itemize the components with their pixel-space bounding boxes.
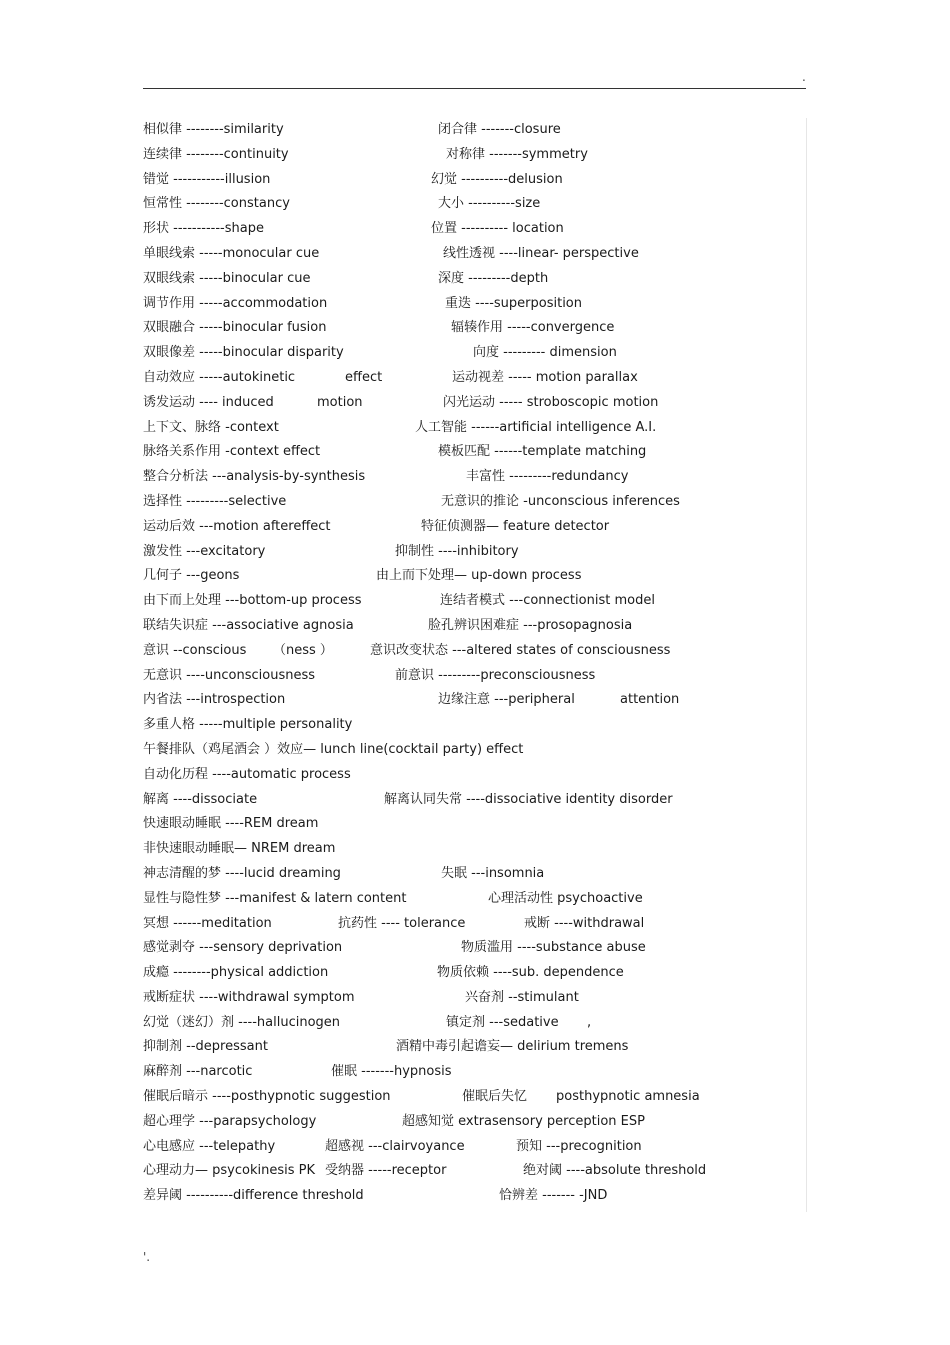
- glossary-row: [143, 812, 806, 837]
- header-rule: [143, 88, 806, 89]
- glossary-term: 单眼线索 -----monocular cue: [143, 245, 320, 261]
- glossary-row: [143, 986, 806, 1011]
- glossary-term: 上下文、脉络 -context: [143, 419, 279, 435]
- glossary-term: 感觉剥夺 ---sensory deprivation: [143, 940, 343, 956]
- glossary-row: [143, 1035, 806, 1060]
- glossary-row: [143, 416, 806, 441]
- glossary-term: 边缘注意 ---peripheral: [438, 692, 575, 708]
- glossary-term: 运动后效 ---motion aftereffect: [143, 518, 331, 534]
- glossary-row: [143, 664, 806, 689]
- glossary-term: 位置 ---------- location: [431, 221, 564, 237]
- right-margin-rule: [806, 118, 807, 1212]
- glossary-term: 快速眼动睡眠 ----REM dream: [143, 816, 319, 832]
- glossary-term: 抑制剂 --depressant: [143, 1039, 268, 1055]
- glossary-row: [143, 1184, 806, 1209]
- glossary-term: 诱发运动 ---- induced: [143, 394, 274, 410]
- glossary-row: [143, 564, 806, 589]
- glossary-term: 调节作用 -----accommodation: [143, 295, 328, 311]
- glossary-term: 向度 --------- dimension: [473, 345, 617, 361]
- glossary-term: 显性与隐性梦 ---manifest & latern content: [143, 890, 407, 906]
- glossary-term: 超感知觉 extrasensory perception ESP: [402, 1113, 645, 1129]
- glossary-row: [143, 391, 806, 416]
- glossary-term: 脉络关系作用 -context effect: [143, 444, 321, 460]
- glossary-row: [143, 1060, 806, 1085]
- glossary-term: 神志清醒的梦 ----lucid dreaming: [143, 865, 341, 881]
- glossary-row: [143, 1011, 806, 1036]
- glossary-term: 无意识 ----unconsciousness: [143, 667, 315, 683]
- glossary-row: [143, 217, 806, 242]
- glossary-term: 大小 ----------size: [438, 196, 541, 212]
- glossary-row: [143, 366, 806, 391]
- glossary-term: 催眠后失忆: [462, 1089, 528, 1105]
- glossary-term: 镇定剂 ---sedative: [446, 1014, 559, 1030]
- glossary-term: ,: [587, 1014, 592, 1030]
- glossary-term: 意识改变状态 ---altered states of consciousness: [370, 642, 671, 658]
- glossary-term: 戒断 ----withdrawal: [524, 915, 645, 931]
- glossary-term: （ness ）: [273, 642, 333, 658]
- glossary-term: 辐辏作用 -----convergence: [451, 320, 615, 336]
- glossary-row: [143, 316, 806, 341]
- glossary-row: [143, 267, 806, 292]
- glossary-term: 由下而上处理 ---bottom-up process: [143, 593, 362, 609]
- glossary-term: 物质滥用 ----substance abuse: [461, 940, 646, 956]
- glossary-term: 选择性 ---------selective: [143, 493, 287, 509]
- glossary-term: 幻觉 ----------delusion: [431, 171, 563, 187]
- glossary-term: 连续律 --------continuity: [143, 146, 289, 162]
- glossary-term: 差异阈 ----------difference threshold: [143, 1188, 364, 1204]
- glossary-term: 自动效应 -----autokinetic: [143, 369, 296, 385]
- glossary-term: 相似律 --------similarity: [143, 122, 284, 137]
- glossary-term: 运动视差 ----- motion parallax: [452, 369, 638, 385]
- glossary-term: 恰辨差 ------- -JND: [499, 1188, 608, 1204]
- glossary-term: 预知 ---precognition: [516, 1138, 642, 1154]
- glossary-row: [143, 713, 806, 738]
- glossary-row: [143, 1135, 806, 1160]
- glossary-row: [143, 862, 806, 887]
- glossary-term: effect: [345, 369, 383, 385]
- glossary-row: [143, 192, 806, 217]
- glossary-term: 抗药性 ---- tolerance: [338, 915, 466, 931]
- glossary-row: [143, 589, 806, 614]
- glossary-term: 几何子 ---geons: [143, 568, 240, 584]
- glossary-row: [143, 837, 806, 862]
- glossary-term: 联结失识症 ---associative agnosia: [143, 617, 354, 633]
- glossary-row: [143, 688, 806, 713]
- glossary-term: posthypnotic amnesia: [556, 1089, 700, 1105]
- glossary-term: 冥想 ------meditation: [143, 915, 272, 931]
- glossary-term: 形状 -----------shape: [143, 221, 264, 237]
- glossary-row: [143, 788, 806, 813]
- glossary-term: 对称律 -------symmetry: [446, 146, 588, 162]
- glossary-row: [143, 515, 806, 540]
- glossary-term: 模板匹配 ------template matching: [438, 444, 647, 460]
- glossary-term: 无意识的推论 -unconscious inferences: [441, 493, 680, 509]
- glossary-term: 抑制性 ----inhibitory: [395, 543, 519, 559]
- glossary-row: [143, 242, 806, 267]
- glossary-term: 绝对阈 ----absolute threshold: [523, 1163, 707, 1179]
- glossary-row: [143, 341, 806, 366]
- glossary-row: [143, 639, 806, 664]
- glossary-term: 整合分析法 ---analysis-by-synthesis: [143, 469, 366, 485]
- glossary-term: 双眼融合 -----binocular fusion: [143, 320, 327, 336]
- glossary-term: 错觉 -----------illusion: [143, 171, 271, 187]
- glossary-term: 物质依赖 ----sub. dependence: [437, 965, 624, 981]
- glossary-row: [143, 1085, 806, 1110]
- glossary-row: [143, 465, 806, 490]
- glossary-term: 丰富性 ---------redundancy: [466, 469, 629, 485]
- glossary-term: 深度 ---------depth: [438, 270, 549, 286]
- glossary-row: [143, 738, 806, 763]
- glossary-term: 催眠 -------hypnosis: [331, 1064, 452, 1080]
- glossary-term: 双眼线索 -----binocular cue: [143, 270, 311, 286]
- glossary-term: 兴奋剂 --stimulant: [465, 989, 579, 1005]
- glossary-term: 超感视 ---clairvoyance: [325, 1138, 465, 1154]
- glossary-row: [143, 540, 806, 565]
- glossary-term: 内省法 ---introspection: [143, 692, 286, 708]
- glossary-term: 心电感应 ---telepathy: [143, 1138, 276, 1154]
- glossary-row: [143, 143, 806, 168]
- glossary-term: 超心理学 ---parapsychology: [143, 1113, 317, 1129]
- glossary-term: 解离 ----dissociate: [143, 791, 258, 807]
- glossary-term: 激发性 ---excitatory: [143, 543, 266, 559]
- glossary-term: 闭合律 -------closure: [438, 122, 561, 137]
- glossary-term: 成瘾 --------physical addiction: [143, 965, 329, 981]
- glossary-term: 人工智能 ------artificial intelligence A.I.: [415, 419, 657, 435]
- glossary-row: [143, 292, 806, 317]
- glossary-term: 意识 --conscious: [143, 642, 247, 658]
- glossary-term: 心理动力— psycokinesis PK: [143, 1163, 315, 1179]
- glossary-term: 连结者模式 ---connectionist model: [440, 593, 655, 609]
- glossary-term: 重迭 ----superposition: [445, 295, 582, 311]
- glossary-term: 自动化历程 ----automatic process: [143, 766, 351, 782]
- glossary-term: 午餐排队（鸡尾酒会 ）效应— lunch line(cocktail party) effect: [143, 741, 524, 757]
- glossary-row: [143, 887, 806, 912]
- glossary-term: 脸孔辨识困难症 ---prosopagnosia: [428, 617, 633, 633]
- corner-dot: .: [802, 70, 806, 84]
- glossary-term: 线性透视 ----linear- perspective: [443, 245, 639, 261]
- glossary-term: 闪光运动 ----- stroboscopic motion: [443, 394, 659, 410]
- glossary-term: 受纳器 -----receptor: [325, 1163, 447, 1179]
- glossary-row: [143, 118, 806, 143]
- glossary-term: 双眼像差 -----binocular disparity: [143, 345, 344, 361]
- glossary-term: 麻醉剂 ---narcotic: [143, 1064, 253, 1080]
- glossary-row: [143, 912, 806, 937]
- glossary-term: 催眠后暗示 ----posthypnotic suggestion: [143, 1089, 391, 1105]
- glossary-term: 特征侦测器— feature detector: [421, 518, 610, 534]
- glossary-row: [143, 490, 806, 515]
- glossary-row: [143, 936, 806, 961]
- glossary-row: [143, 961, 806, 986]
- glossary-row: [143, 763, 806, 788]
- glossary-term: 失眠 ---insomnia: [441, 865, 545, 881]
- glossary-row: [143, 1159, 806, 1184]
- glossary-row: [143, 1110, 806, 1135]
- glossary-term: 幻觉（迷幻）剂 ----hallucinogen: [143, 1014, 341, 1030]
- glossary-term: 前意识 ---------preconsciousness: [395, 667, 596, 683]
- glossary-row: [143, 440, 806, 465]
- glossary-term: 戒断症状 ----withdrawal symptom: [143, 989, 355, 1005]
- glossary-row: [143, 614, 806, 639]
- glossary-term: attention: [620, 692, 680, 708]
- glossary-list: [143, 118, 806, 1209]
- glossary-term: 恒常性 --------constancy: [143, 196, 290, 212]
- glossary-term: 多重人格 -----multiple personality: [143, 717, 353, 733]
- glossary-term: motion: [317, 394, 363, 410]
- glossary-row: [143, 168, 806, 193]
- glossary-term: 酒精中毒引起谵妄— delirium tremens: [396, 1039, 629, 1055]
- glossary-term: 由上而下处理— up-down process: [376, 568, 582, 584]
- footer-mark: '.: [143, 1250, 151, 1264]
- glossary-term: 心理活动性 psychoactive: [488, 890, 643, 906]
- glossary-term: 非快速眼动睡眠— NREM dream: [143, 841, 336, 857]
- glossary-term: 解离认同失常 ----dissociative identity disorder: [384, 791, 673, 807]
